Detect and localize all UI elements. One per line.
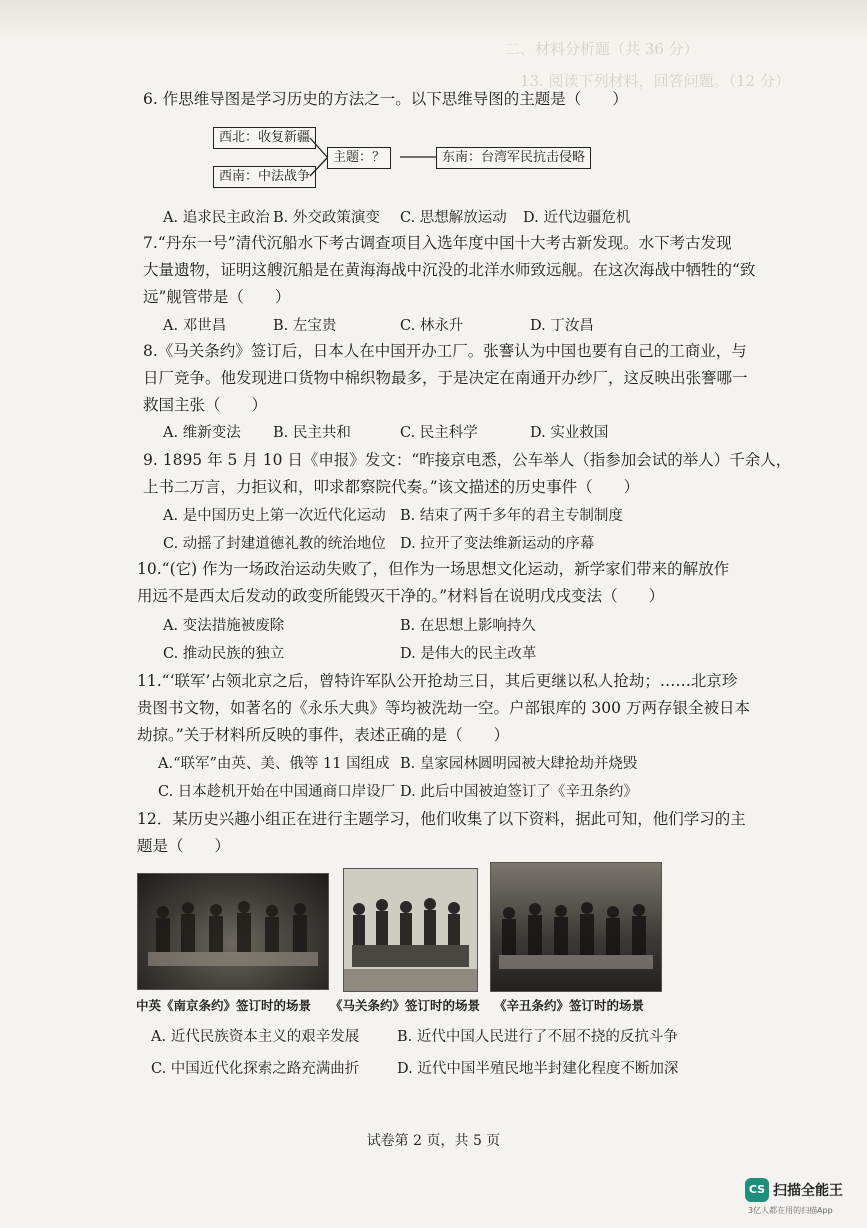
bleed-through-heading: 二、材料分析题（共 36 分） xyxy=(505,40,699,58)
question-9-line-1: 9. 1895 年 5 月 10 日《申报》发文：“昨接京电悉，公车举人（指参加会试的举人）千余人， xyxy=(143,451,792,469)
q10-option-b: B. 在思想上影响持久 xyxy=(400,618,536,634)
q12-option-d: D. 近代中国半殖民地半封建化程度不断加深 xyxy=(397,1061,679,1077)
q8-option-b: B. 民主共和 xyxy=(273,425,351,441)
scanner-tagline: 3亿人都在用的扫描App xyxy=(748,1206,833,1215)
mindmap-southeast: 东南：台湾军民抗击侵略 xyxy=(436,147,591,169)
question-8-line-3: 救国主张（ ） xyxy=(143,396,268,414)
question-10-line-1: 10.“(它) 作为一场政治运动失败了，但作为一场思想文化运动，新学家们带来的解放作 xyxy=(137,560,730,578)
question-11-line-3: 劫掠。”关于材料所反映的事件，表述正确的是（ ） xyxy=(137,726,510,744)
mindmap-northwest: 西北：收复新疆 xyxy=(213,127,316,149)
question-7-line-3: 远”舰管带是（ ） xyxy=(143,288,291,306)
figures-silhouette xyxy=(344,869,477,991)
caption-nanjing: 中英《南京条约》签订时的场景 xyxy=(136,998,312,1013)
q6-option-b: B. 外交政策演变 xyxy=(273,210,380,226)
question-10-line-2: 用远不是西太后发动的政变所能毁灭干净的。”材料旨在说明戊戌变法（ ） xyxy=(137,587,665,605)
scanner-watermark xyxy=(745,1178,843,1202)
q11-option-a: A.“联军”由英、美、俄等 11 国组成 xyxy=(158,756,390,772)
shimonoseki-treaty-photo xyxy=(343,868,478,992)
figures-silhouette xyxy=(138,874,328,989)
scanner-app-name: 扫描全能王 xyxy=(773,1183,843,1199)
q9-option-a: A. 是中国历史上第一次近代化运动 xyxy=(163,508,386,524)
q12-option-b: B. 近代中国人民进行了不屈不挠的反抗斗争 xyxy=(397,1029,678,1045)
q7-option-d: D. 丁汝昌 xyxy=(530,318,594,334)
q6-option-a: A. 追求民主政治 xyxy=(163,210,270,226)
q10-option-c: C. 推动民族的独立 xyxy=(163,646,285,662)
q10-option-d: D. 是伟大的民主改革 xyxy=(400,646,537,662)
figures-silhouette xyxy=(491,863,661,991)
question-7-line-2: 大量遗物，证明这艘沉船是在黄海海战中沉没的北洋水师致远舰。在这次海战中牺牲的“致 xyxy=(143,261,756,279)
mindmap-center: 主题：？ xyxy=(327,147,391,169)
q8-option-a: A. 维新变法 xyxy=(163,425,241,441)
question-11-line-2: 贵图书文物，如著名的《永乐大典》等均被洗劫一空。户部银库的 300 万两存银全被日本 xyxy=(137,699,750,717)
nanjing-treaty-photo xyxy=(137,873,329,990)
q10-option-a: A. 变法措施被废除 xyxy=(163,618,285,634)
q11-option-d: D. 此后中国被迫签订了《辛丑条约》 xyxy=(400,784,638,800)
q8-option-d: D. 实业救国 xyxy=(530,425,609,441)
camscanner-logo-icon: CS xyxy=(745,1178,769,1202)
question-8-line-2: 日厂竞争。他发现进口货物中棉织物最多，于是决定在南通开办纱厂，这反映出张謇哪一 xyxy=(143,369,748,387)
q9-option-c: C. 动摇了封建道德礼教的统治地位 xyxy=(163,536,386,552)
q9-option-d: D. 拉开了变法维新运动的序幕 xyxy=(400,536,595,552)
q11-option-b: B. 皇家园林圆明园被大肆抢劫并烧毁 xyxy=(400,756,638,772)
q7-option-b: B. 左宝贵 xyxy=(273,318,337,334)
bleed-through-question: 13. 阅读下列材料，回答问题。（12 分） xyxy=(520,72,790,90)
q12-option-c: C. 中国近代化探索之路充满曲折 xyxy=(151,1061,360,1077)
question-11-line-1: 11.“‘联军’占领北京之后，曾特许军队公开抢劫三日，其后更继以私人抢劫；……北京珍 xyxy=(137,672,738,690)
q6-option-d: D. 近代边疆危机 xyxy=(523,210,631,226)
mindmap-southwest: 西南：中法战争 xyxy=(213,166,316,188)
question-12-line-2: 题是（ ） xyxy=(137,837,231,855)
page-footer: 试卷第 2 页，共 5 页 xyxy=(366,1133,501,1149)
q11-option-c: C. 日本趁机开始在中国通商口岸设厂 xyxy=(158,784,396,800)
q8-option-c: C. 民主科学 xyxy=(400,425,478,441)
q7-option-a: A. 邓世昌 xyxy=(163,318,227,334)
question-12-line-1: 12．某历史兴趣小组正在进行主题学习，他们收集了以下资料，据此可知，他们学习的主 xyxy=(137,810,746,828)
question-9-line-2: 上书二万言，力拒议和，叩求都察院代奏。”该文描述的历史事件（ ） xyxy=(143,478,640,496)
q12-option-a: A. 近代民族资本主义的艰辛发展 xyxy=(151,1029,360,1045)
q9-option-b: B. 结束了两千多年的君主专制制度 xyxy=(400,508,623,524)
q7-option-c: C. 林永升 xyxy=(400,318,464,334)
question-7-line-1: 7.“丹东一号”清代沉船水下考古调查项目入选年度中国十大考古新发现。水下考古发现 xyxy=(143,234,732,252)
q6-option-c: C. 思想解放运动 xyxy=(400,210,507,226)
question-6-stem: 6. 作思维导图是学习历史的方法之一。以下思维导图的主题是（ ） xyxy=(143,90,628,108)
boxer-protocol-photo xyxy=(490,862,662,992)
caption-boxer: 《辛丑条约》签订时的场景 xyxy=(494,998,645,1013)
caption-shimonoseki: 《马关条约》签订时的场景 xyxy=(330,998,481,1013)
question-8-line-1: 8.《马关条约》签订后，日本人在中国开办工厂。张謇认为中国也要有自己的工商业，与 xyxy=(143,342,747,360)
